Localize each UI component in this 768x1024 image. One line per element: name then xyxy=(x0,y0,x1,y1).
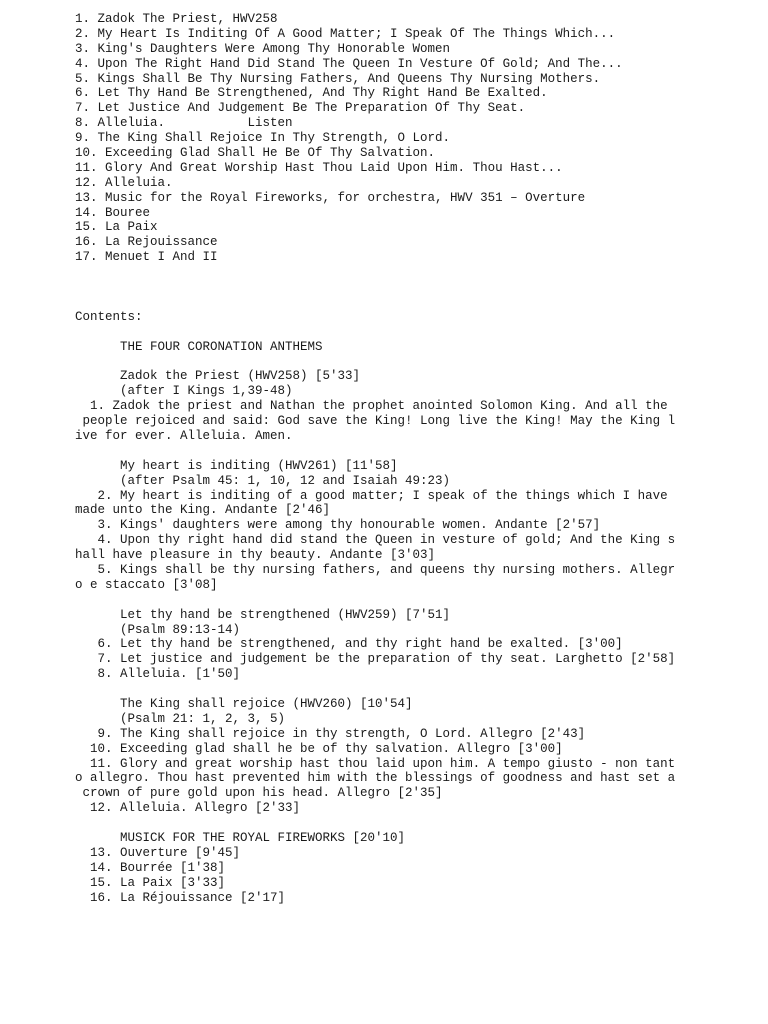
contents-line: 7. Let justice and judgement be the preparation of thy seat. Larghetto [2'58] xyxy=(75,652,676,667)
contents-line: My heart is inditing (HWV261) [11'58] xyxy=(75,458,398,473)
track-list-item: 12. Alleluia. xyxy=(75,175,173,190)
track-list-item: 3. King's Daughters Were Among Thy Honorable Women xyxy=(75,41,451,56)
track-list-item: 16. La Rejouissance xyxy=(75,235,218,250)
track-list-item: 17. Menuet I And II xyxy=(75,250,218,265)
contents-line: 13. Ouverture [9'45] xyxy=(75,845,241,860)
contents-line: 1. Zadok the priest and Nathan the prophet anointed Solomon King. And all the xyxy=(75,399,668,414)
contents-line: 3. Kings' daughters were among thy honourable women. Andante [2'57] xyxy=(75,518,601,533)
blank-line xyxy=(75,265,755,280)
track-list-item: 14. Bouree xyxy=(75,205,151,220)
contents-line: (Psalm 21: 1, 2, 3, 5) xyxy=(75,711,286,726)
blank-line xyxy=(75,295,755,310)
contents-line: 5. Kings shall be thy nursing fathers, and queens thy nursing mothers. Allegr xyxy=(75,562,676,577)
track-list-item: 1. Zadok The Priest, HWV258 xyxy=(75,12,278,26)
contents-line: made unto the King. Andante [2'46] xyxy=(75,503,331,518)
contents-line: 4. Upon thy right hand did stand the Queen in vesture of gold; And the King s xyxy=(75,533,676,548)
contents-line xyxy=(75,593,755,608)
track-list-item: 5. Kings Shall Be Thy Nursing Fathers, And Queens Thy Nursing Mothers. xyxy=(75,71,601,86)
contents-line: 15. La Paix [3'33] xyxy=(75,875,226,890)
track-list-item: 6. Let Thy Hand Be Strengthened, And Thy Right Hand Be Exalted. xyxy=(75,86,548,101)
contents-line: crown of pure gold upon his head. Allegro [2'35] xyxy=(75,786,443,801)
document-body xyxy=(75,12,755,905)
contents-line: The King shall rejoice (HWV260) [10'54] xyxy=(75,696,413,711)
track-list-item: 8. Alleluia. xyxy=(75,116,166,131)
contents-line: Zadok the Priest (HWV258) [5'33] xyxy=(75,369,361,384)
contents-heading: Contents: xyxy=(75,309,143,324)
contents-line: 6. Let thy hand be strengthened, and thy right hand be exalted. [3'00] xyxy=(75,637,623,652)
contents-line: (after Psalm 45: 1, 10, 12 and Isaiah 49:23) xyxy=(75,473,451,488)
blank-line xyxy=(75,280,755,295)
contents-line: ive for ever. Alleluia. Amen. xyxy=(75,428,293,443)
contents-line: MUSICK FOR THE ROYAL FIREWORKS [20'10] xyxy=(75,830,406,845)
contents-line xyxy=(75,444,755,459)
track-list-item: 4. Upon The Right Hand Did Stand The Queen In Vesture Of Gold; And The... xyxy=(75,56,623,71)
contents-line: 14. Bourrée [1'38] xyxy=(75,860,226,875)
track-list-item: 13. Music for the Royal Fireworks, for orchestra, HWV 351 – Overture xyxy=(75,190,586,205)
contents-line: 16. La Réjouissance [2'17] xyxy=(75,890,286,905)
track-list-item: 10. Exceeding Glad Shall He Be Of Thy Salvation. xyxy=(75,146,436,161)
contents-line xyxy=(75,816,755,831)
contents-line xyxy=(75,682,755,697)
track-list-item: 15. La Paix xyxy=(75,220,158,235)
track-list-item-with-listen xyxy=(75,116,755,131)
contents-line: (Psalm 89:13-14) xyxy=(75,622,241,637)
contents-line xyxy=(75,325,755,340)
contents-line: o allegro. Thou hast prevented him with the blessings of goodness and hast set a xyxy=(75,771,676,786)
track-list-item: 9. The King Shall Rejoice In Thy Strength, O Lord. xyxy=(75,131,451,146)
contents-line: o e staccato [3'08] xyxy=(75,577,218,592)
contents-line: 11. Glory and great worship hast thou laid upon him. A tempo giusto - non tant xyxy=(75,756,676,771)
contents-line: THE FOUR CORONATION ANTHEMS xyxy=(75,339,323,354)
contents-line: 2. My heart is inditing of a good matter; I speak of the things which I have xyxy=(75,488,668,503)
track-list-item: 2. My Heart Is Inditing Of A Good Matter; I Speak Of The Things Which... xyxy=(75,26,616,41)
contents-line: 10. Exceeding glad shall he be of thy salvation. Allegro [3'00] xyxy=(75,741,563,756)
listen-link[interactable]: Listen xyxy=(247,116,293,131)
contents-line: Let thy hand be strengthened (HWV259) [7'51] xyxy=(75,607,451,622)
contents-line: people rejoiced and said: God save the King! Long live the King! May the King l xyxy=(75,414,676,429)
contents-line: 9. The King shall rejoice in thy strength, O Lord. Allegro [2'43] xyxy=(75,726,586,741)
contents-line: 12. Alleluia. Allegro [2'33] xyxy=(75,801,301,816)
contents-line: hall have pleasure in thy beauty. Andante [3'03] xyxy=(75,548,436,563)
track-list-item: 11. Glory And Great Worship Hast Thou Laid Upon Him. Thou Hast... xyxy=(75,160,563,175)
contents-line: (after I Kings 1,39-48) xyxy=(75,384,293,399)
contents-line: 8. Alleluia. [1'50] xyxy=(75,667,241,682)
track-list-item: 7. Let Justice And Judgement Be The Preparation Of Thy Seat. xyxy=(75,101,526,116)
contents-line xyxy=(75,354,755,369)
